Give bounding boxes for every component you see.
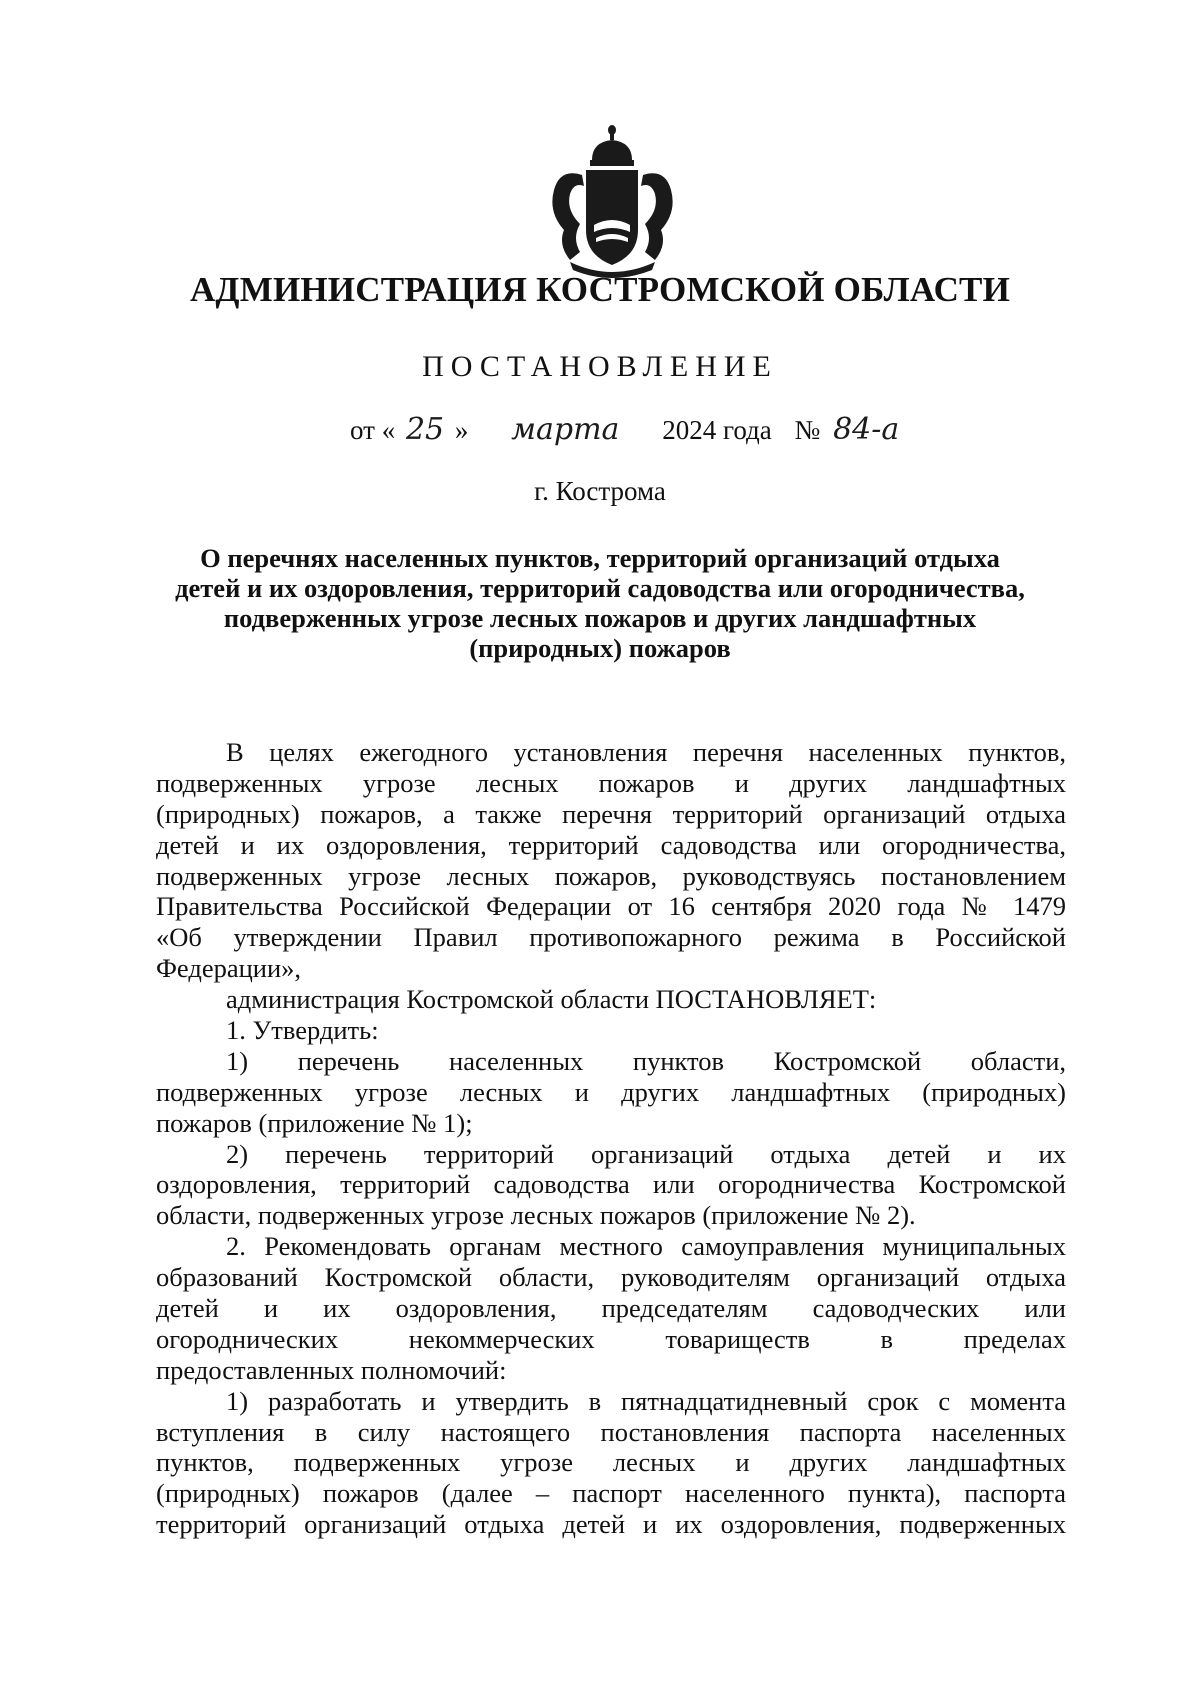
- date-prefix: от «: [350, 415, 396, 445]
- date-year: 2024 года: [662, 415, 772, 445]
- body-line: подверженных угрозе лесных пожаров, руководствуясь постановлением: [156, 860, 1066, 891]
- body-line: (природных) пожаров (далее – паспорт населенного пункта), паспорта: [156, 1478, 1066, 1509]
- body-line: огороднических некоммерческих товариществ в пределах: [156, 1323, 1066, 1354]
- title-line: (природных) пожаров: [469, 633, 731, 663]
- document-number-handwritten: 84-а: [833, 412, 900, 447]
- coat-of-arms-emblem: [540, 120, 685, 280]
- body-line: пунктов, подверженных угрозе лесных и других ландшафтных: [156, 1447, 1066, 1478]
- body-line: пожаров (приложение № 1);: [156, 1107, 473, 1138]
- body-line: подверженных угрозе лесных и других ландшафтных (природных): [156, 1076, 1066, 1107]
- body-line: образований Костромской области, руководителям организаций отдыха: [156, 1262, 1066, 1293]
- document-date-line: [350, 412, 899, 447]
- body-line: Правительства Российской Федерации от 16 сентября 2020 года № 1479: [156, 891, 1066, 922]
- body-line: 1) перечень населенных пунктов Костромской области,: [226, 1045, 1066, 1076]
- organization-name: АДМИНИСТРАЦИЯ КОСТРОМСКОЙ ОБЛАСТИ: [189, 270, 1011, 309]
- date-day-handwritten: 25: [405, 412, 445, 447]
- body-line: В целях ежегодного установления перечня населенных пунктов,: [226, 737, 1066, 767]
- number-sign: №: [794, 415, 821, 445]
- body-line: 1. Утвердить:: [226, 1015, 379, 1046]
- body-line: 2. Рекомендовать органам местного самоуправления муниципальных: [226, 1231, 1066, 1262]
- body-line: детей и их оздоровления, территорий садоводства или огородничества,: [156, 829, 1066, 860]
- document-body: [156, 737, 1066, 1540]
- body-line: 2) перечень территорий организаций отдыха детей и их: [226, 1138, 1066, 1169]
- document-city: г. Кострома: [534, 476, 666, 506]
- title-line: О перечнях населенных пунктов, территорий организаций отдыха: [200, 543, 1000, 573]
- date-month-handwritten: марта: [511, 412, 620, 447]
- body-line: предоставленных полномочий:: [156, 1354, 507, 1385]
- body-line: (природных) пожаров, а также перечня территорий организаций отдыха: [156, 798, 1066, 829]
- body-line: области, подверженных угрозе лесных пожаров (приложение № 2).: [156, 1200, 916, 1231]
- title-line: подверженных угрозе лесных пожаров и других ландшафтных: [223, 603, 977, 633]
- date-close: »: [454, 415, 469, 445]
- body-line: администрация Костромской области ПОСТАНОВЛЯЕТ:: [226, 984, 877, 1015]
- body-line: вступления в силу настоящего постановления паспорта населенных: [156, 1416, 1066, 1447]
- body-line: Федерации»,: [156, 953, 302, 984]
- body-line: детей и их оздоровления, председателям садоводческих или: [156, 1293, 1066, 1324]
- body-line: оздоровления, территорий садоводства или огородничества Костромской: [156, 1169, 1066, 1200]
- document-title: [160, 543, 1040, 663]
- body-line: 1) разработать и утвердить в пятнадцатидневный срок с момента: [226, 1385, 1066, 1416]
- title-line: детей и их оздоровления, территорий садоводства или огородничества,: [175, 573, 1025, 603]
- body-line: «Об утверждении Правил противопожарного режима в Российской: [156, 922, 1066, 953]
- body-line: территорий организаций отдыха детей и их оздоровления, подверженных: [156, 1509, 1066, 1540]
- document-type: ПОСТАНОВЛЕНИЕ: [422, 350, 778, 383]
- body-line: подверженных угрозе лесных пожаров и других ландшафтных: [156, 767, 1066, 798]
